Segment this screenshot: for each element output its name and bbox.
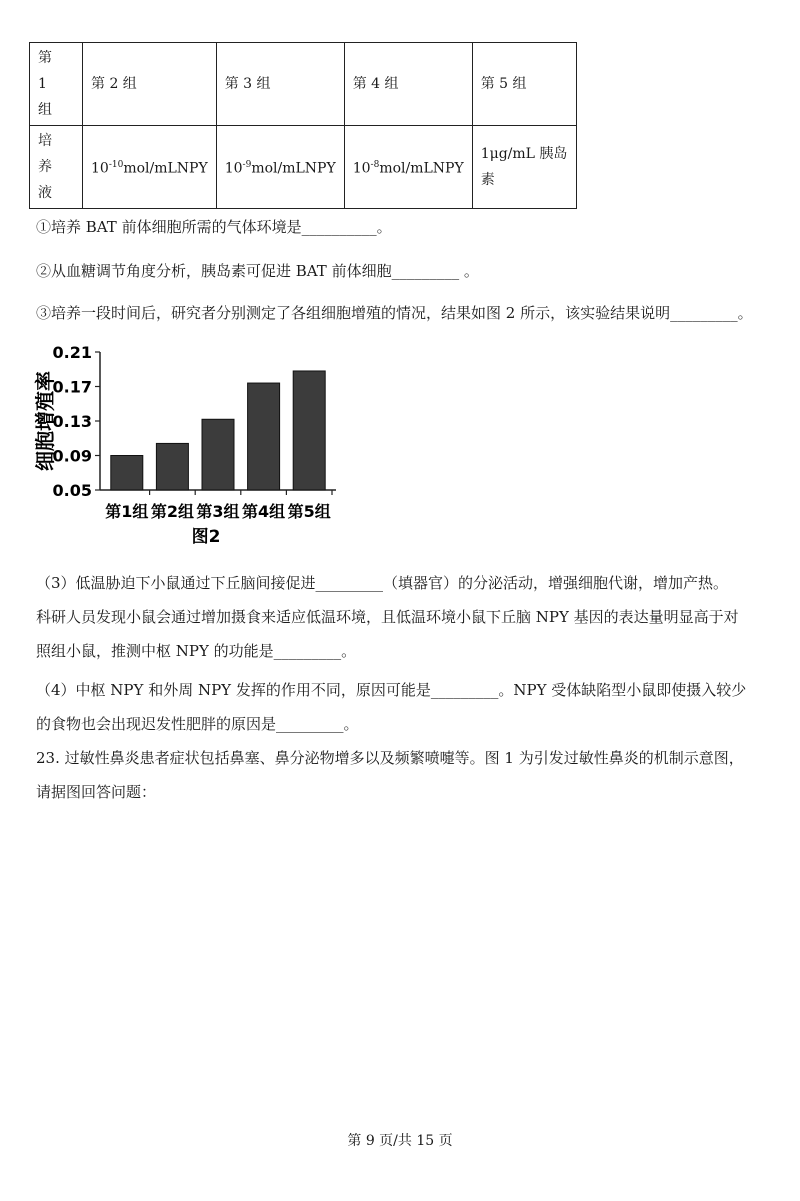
table-cell (216, 126, 344, 209)
y-tick-label: 0.13 (52, 412, 92, 431)
table-cell: 第 3 组 (216, 43, 344, 126)
x-tick-label: 第3组 (196, 502, 240, 521)
concentration-unit: mol/mLNPY (251, 160, 336, 177)
paragraph-line: 请据图回答问题： (36, 783, 157, 801)
paragraph-line: 科研人员发现小鼠会通过增加摄食来适应低温环境，且低温环境小鼠下丘脑 NPY 基因的表达量明显高于对 (36, 608, 739, 626)
concentration-exponent: -9 (242, 160, 252, 171)
question-line: ①培养 BAT 前体细胞所需的气体环境是__________。 (36, 218, 392, 236)
y-axis-label: 细胞增殖率 (33, 371, 57, 471)
cell-proliferation-chart (33, 336, 356, 551)
x-tick-label: 第5组 (287, 502, 331, 521)
concentration-exponent: -10 (108, 160, 124, 171)
concentration-unit: mol/mLNPY (379, 160, 464, 177)
table-cell: 培养液 (30, 126, 83, 209)
table-cell (344, 126, 472, 209)
table-cell: 第 5 组 (472, 43, 576, 126)
question-line: ③培养一段时间后，研究者分别测定了各组细胞增殖的情况，结果如图 2 所示，该实验结果说明_________。 (36, 304, 753, 322)
x-tick-label: 第2组 (150, 502, 194, 521)
concentration-base: 10 (91, 160, 109, 177)
x-tick-label: 第4组 (242, 502, 286, 521)
chart-bar (293, 371, 325, 490)
chart-bar (111, 456, 143, 491)
table-row (30, 43, 577, 126)
table-row (30, 126, 577, 209)
y-tick-label: 0.05 (52, 481, 92, 500)
chart-caption: 图2 (191, 527, 221, 547)
page-footer: 第 9 页/共 15 页 (347, 1133, 453, 1149)
table-cell: 第 4 组 (344, 43, 472, 126)
concentration-base: 10 (224, 160, 243, 177)
paragraph-line: 的食物也会出现迟发性肥胖的原因是_________。 (36, 715, 359, 733)
chart-bar (156, 443, 188, 490)
table-cell: 1μg/mL 胰岛素 (472, 126, 576, 209)
chart-bar (202, 419, 234, 490)
paragraph-line: （3）低温胁迫下小鼠通过下丘脑间接促进_________（填器官）的分泌活动，增强细胞代谢，增加产热。 (36, 574, 729, 592)
chart-bar (248, 383, 280, 490)
y-tick-label: 0.09 (52, 446, 92, 466)
x-tick-label: 第1组 (105, 502, 149, 521)
y-tick-label: 0.17 (52, 377, 92, 397)
experiment-group-table (29, 42, 577, 209)
paragraph-line: （4）中枢 NPY 和外周 NPY 发挥的作用不同，原因可能是_________。NPY 受体缺陷型小鼠即使摄入较少 (36, 681, 747, 699)
concentration-unit: mol/mLNPY (123, 160, 208, 177)
paragraph-line: 照组小鼠，推测中枢 NPY 的功能是_________。 (36, 642, 357, 660)
table-cell: 第 2 组 (83, 43, 217, 126)
table-cell (83, 126, 217, 209)
table-cell: 第 1 组 (30, 43, 83, 126)
paragraph-line: 23. 过敏性鼻炎患者症状包括鼻塞、鼻分泌物增多以及频繁喷嚏等。图 1 为引发过敏性鼻炎的机制示意图， (36, 749, 744, 767)
question-line: ②从血糖调节角度分析，胰岛素可促进 BAT 前体细胞_________ 。 (36, 262, 479, 280)
concentration-base: 10 (352, 160, 371, 177)
concentration-exponent: -8 (370, 160, 380, 171)
y-tick-label: 0.21 (52, 343, 92, 362)
